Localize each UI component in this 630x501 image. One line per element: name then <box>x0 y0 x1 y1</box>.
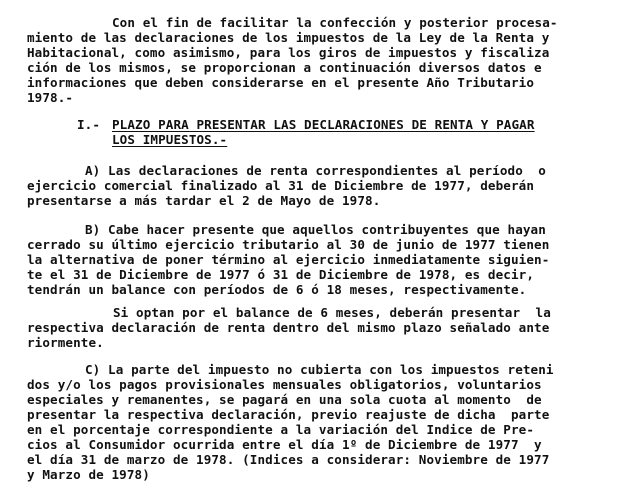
intro-line-5: informaciones que deben considerarse en el presente Año Tributario <box>27 75 535 90</box>
paragraph-b2-line-1: Si optan por el balance de 6 meses, deberán presentar la <box>113 305 551 320</box>
paragraph-c-line-1: C) La parte del impuesto no cubierta con los impuestos reteni <box>85 362 554 377</box>
section-heading-line-1: PLAZO PARA PRESENTAR LAS DECLARACIONES DE RENTA Y PAGAR <box>112 117 535 132</box>
intro-line-3: Habitacional, como asimismo, para los giros de impuestos y fiscaliza <box>27 45 550 60</box>
paragraph-b-line-5: tendrán un balance con períodos de 6 ó 18 meses, respectivamente. <box>27 282 527 297</box>
paragraph-b-line-3: la alternativa de poner término al ejercicio inmediatamente siguien- <box>27 252 550 267</box>
section-heading-line-2: LOS IMPUESTOS.- <box>112 132 228 147</box>
paragraph-b2-line-3: riormente. <box>27 335 104 350</box>
paragraph-b-line-1: B) Cabe hacer presente que aquellos contribuyentes que hayan <box>85 222 546 237</box>
intro-line-4: ción de los mismos, se proporcionan a continuación diversos datos e <box>27 60 542 75</box>
paragraph-c-line-5: en el porcentaje correspondiente a la variación del Indice de Pre- <box>27 422 535 437</box>
paragraph-c-line-8: y Marzo de 1978) <box>27 467 150 482</box>
paragraph-a-line-3: presentarse a más tardar el 2 de Mayo de 1978. <box>27 193 381 208</box>
paragraph-c-line-2: dos y/o los pagos provisionales mensuales obligatorios, voluntarios <box>27 377 542 392</box>
paragraph-b2-line-2: respectiva declaración de renta dentro del mismo plazo señalado ante <box>27 320 550 335</box>
paragraph-c-line-3: especiales y remanentes, se pagará en una sola cuota al momento de <box>27 392 542 407</box>
intro-line-1: Con el fin de facilitar la confección y posterior procesa- <box>112 15 558 30</box>
paragraph-c-line-7: el día 31 de marzo de 1978. (Indices a considerar: Noviembre de 1977 <box>27 452 550 467</box>
paragraph-a-line-2: ejercicio comercial finalizado al 31 de Diciembre de 1977, deberán <box>27 178 535 193</box>
paragraph-c-line-4: presentar la respectiva declaración, previo reajuste de dicha parte <box>27 407 550 422</box>
intro-line-2: miento de las declaraciones de los impuestos de la Ley de la Renta y <box>27 30 550 45</box>
intro-line-6: 1978.- <box>27 90 74 105</box>
section-number: I.- <box>77 117 101 132</box>
paragraph-a-line-1: A) Las declaraciones de renta correspondientes al período o <box>85 163 546 178</box>
paragraph-c-line-6: cios al Consumidor ocurrida entre el día 1º de Diciembre de 1977 y <box>27 437 542 452</box>
paragraph-b-line-2: cerrado su último ejercicio tributario al 30 de junio de 1977 tienen <box>27 237 550 252</box>
paragraph-b-line-4: te el 31 de Diciembre de 1977 ó 31 de Diciembre de 1978, es decir, <box>27 267 535 282</box>
